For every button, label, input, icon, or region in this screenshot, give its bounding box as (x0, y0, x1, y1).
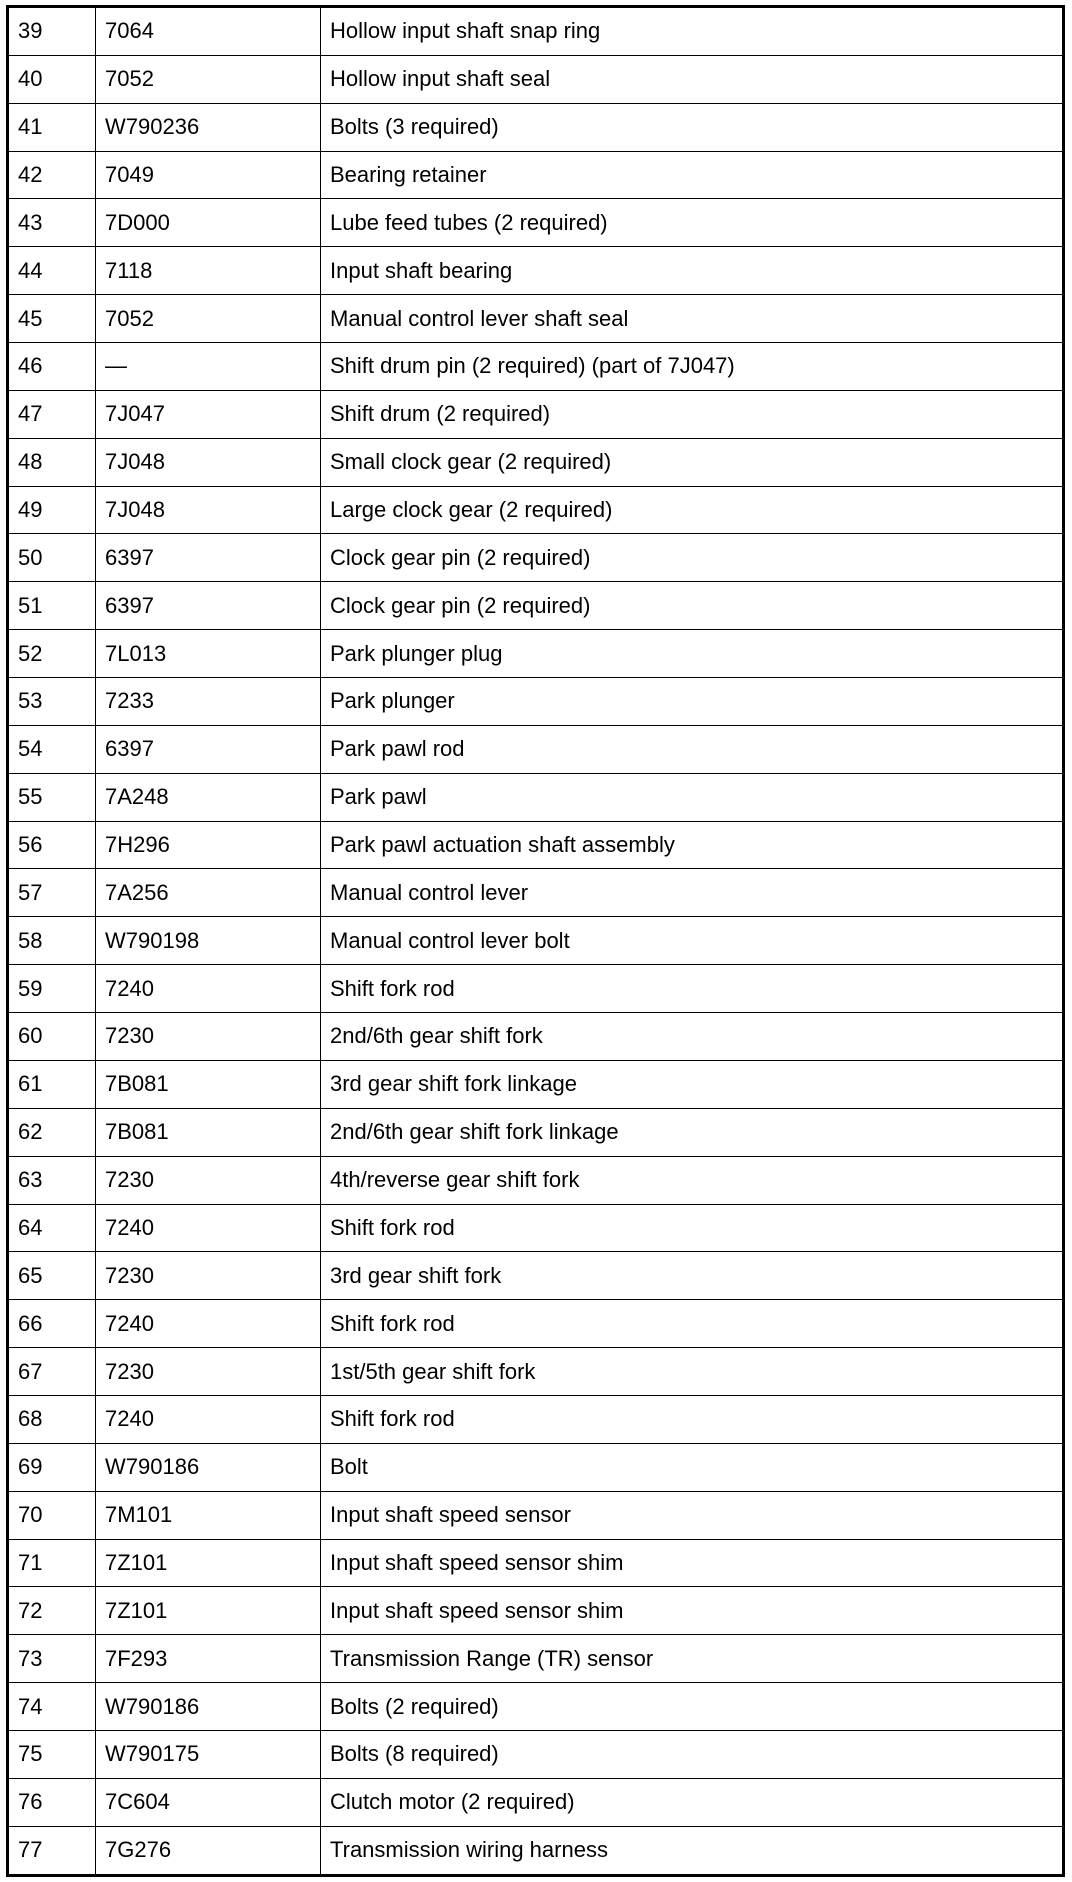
part-number-cell: 7118 (96, 247, 321, 295)
part-number-cell: 7240 (96, 1204, 321, 1252)
part-number-cell: 7052 (96, 55, 321, 103)
part-number-cell: 7F293 (96, 1635, 321, 1683)
item-number-cell: 74 (8, 1683, 96, 1731)
part-number-cell: 6397 (96, 725, 321, 773)
table-row (8, 1252, 1064, 1300)
item-number-cell: 48 (8, 438, 96, 486)
description-cell: Lube feed tubes (2 required) (321, 199, 1064, 247)
description-cell: Shift fork rod (321, 1300, 1064, 1348)
table-row (8, 247, 1064, 295)
part-number-cell: W790236 (96, 103, 321, 151)
description-cell: 2nd/6th gear shift fork linkage (321, 1108, 1064, 1156)
description-cell: Transmission Range (TR) sensor (321, 1635, 1064, 1683)
item-number-cell: 63 (8, 1156, 96, 1204)
description-cell: 1st/5th gear shift fork (321, 1348, 1064, 1396)
description-cell: Hollow input shaft seal (321, 55, 1064, 103)
item-number-cell: 40 (8, 55, 96, 103)
table-row (8, 1587, 1064, 1635)
item-number-cell: 57 (8, 869, 96, 917)
part-number-cell: 7230 (96, 1348, 321, 1396)
table-row (8, 1108, 1064, 1156)
description-cell: Park pawl actuation shaft assembly (321, 821, 1064, 869)
part-number-cell: 7052 (96, 295, 321, 343)
table-row (8, 1395, 1064, 1443)
item-number-cell: 58 (8, 917, 96, 965)
item-number-cell: 66 (8, 1300, 96, 1348)
description-cell: Park pawl (321, 773, 1064, 821)
table-row (8, 199, 1064, 247)
part-number-cell: 7230 (96, 1013, 321, 1061)
item-number-cell: 54 (8, 725, 96, 773)
part-number-cell: 7A256 (96, 869, 321, 917)
item-number-cell: 73 (8, 1635, 96, 1683)
table-row (8, 295, 1064, 343)
description-cell: Large clock gear (2 required) (321, 486, 1064, 534)
description-cell: 2nd/6th gear shift fork (321, 1013, 1064, 1061)
item-number-cell: 43 (8, 199, 96, 247)
parts-table (6, 5, 1065, 1877)
description-cell: Clock gear pin (2 required) (321, 534, 1064, 582)
description-cell: Park plunger (321, 678, 1064, 726)
part-number-cell: 7J048 (96, 438, 321, 486)
description-cell: 4th/reverse gear shift fork (321, 1156, 1064, 1204)
part-number-cell: 7240 (96, 1395, 321, 1443)
part-number-cell: 7240 (96, 965, 321, 1013)
table-row (8, 1156, 1064, 1204)
item-number-cell: 75 (8, 1730, 96, 1778)
description-cell: Park pawl rod (321, 725, 1064, 773)
table-row (8, 1060, 1064, 1108)
part-number-cell: 7M101 (96, 1491, 321, 1539)
item-number-cell: 60 (8, 1013, 96, 1061)
item-number-cell: 72 (8, 1587, 96, 1635)
item-number-cell: 50 (8, 534, 96, 582)
table-row (8, 1348, 1064, 1396)
part-number-cell: W790186 (96, 1683, 321, 1731)
item-number-cell: 68 (8, 1395, 96, 1443)
table-row (8, 1443, 1064, 1491)
table-row (8, 151, 1064, 199)
item-number-cell: 70 (8, 1491, 96, 1539)
table-row (8, 486, 1064, 534)
item-number-cell: 46 (8, 343, 96, 391)
part-number-cell: 7L013 (96, 630, 321, 678)
item-number-cell: 42 (8, 151, 96, 199)
description-cell: Hollow input shaft snap ring (321, 7, 1064, 56)
description-cell: Shift fork rod (321, 965, 1064, 1013)
description-cell: Bolts (8 required) (321, 1730, 1064, 1778)
item-number-cell: 59 (8, 965, 96, 1013)
part-number-cell: 7230 (96, 1156, 321, 1204)
part-number-cell: 7G276 (96, 1826, 321, 1875)
description-cell: Transmission wiring harness (321, 1826, 1064, 1875)
item-number-cell: 67 (8, 1348, 96, 1396)
description-cell: 3rd gear shift fork linkage (321, 1060, 1064, 1108)
part-number-cell: 7D000 (96, 199, 321, 247)
part-number-cell: 7064 (96, 7, 321, 56)
description-cell: Input shaft speed sensor shim (321, 1587, 1064, 1635)
part-number-cell: — (96, 343, 321, 391)
item-number-cell: 61 (8, 1060, 96, 1108)
table-row (8, 1300, 1064, 1348)
part-number-cell: 7C604 (96, 1778, 321, 1826)
table-row (8, 1539, 1064, 1587)
description-cell: Shift fork rod (321, 1204, 1064, 1252)
parts-table-body (8, 7, 1064, 1876)
table-row (8, 1204, 1064, 1252)
item-number-cell: 53 (8, 678, 96, 726)
description-cell: Manual control lever bolt (321, 917, 1064, 965)
item-number-cell: 51 (8, 582, 96, 630)
description-cell: Bolts (2 required) (321, 1683, 1064, 1731)
item-number-cell: 49 (8, 486, 96, 534)
description-cell: Input shaft speed sensor shim (321, 1539, 1064, 1587)
description-cell: Clutch motor (2 required) (321, 1778, 1064, 1826)
description-cell: Manual control lever shaft seal (321, 295, 1064, 343)
part-number-cell: 7240 (96, 1300, 321, 1348)
table-row (8, 678, 1064, 726)
description-cell: Input shaft bearing (321, 247, 1064, 295)
item-number-cell: 77 (8, 1826, 96, 1875)
table-row (8, 725, 1064, 773)
part-number-cell: 7J047 (96, 390, 321, 438)
description-cell: Bearing retainer (321, 151, 1064, 199)
description-cell: Bolt (321, 1443, 1064, 1491)
part-number-cell: 7230 (96, 1252, 321, 1300)
item-number-cell: 69 (8, 1443, 96, 1491)
part-number-cell: 7A248 (96, 773, 321, 821)
table-row (8, 917, 1064, 965)
item-number-cell: 62 (8, 1108, 96, 1156)
table-row (8, 1826, 1064, 1875)
part-number-cell: 7Z101 (96, 1587, 321, 1635)
item-number-cell: 76 (8, 1778, 96, 1826)
item-number-cell: 45 (8, 295, 96, 343)
item-number-cell: 64 (8, 1204, 96, 1252)
item-number-cell: 44 (8, 247, 96, 295)
table-row (8, 821, 1064, 869)
table-row (8, 55, 1064, 103)
item-number-cell: 47 (8, 390, 96, 438)
description-cell: 3rd gear shift fork (321, 1252, 1064, 1300)
item-number-cell: 65 (8, 1252, 96, 1300)
table-row (8, 1013, 1064, 1061)
part-number-cell: 7J048 (96, 486, 321, 534)
part-number-cell: 7049 (96, 151, 321, 199)
part-number-cell: 6397 (96, 582, 321, 630)
part-number-cell: W790175 (96, 1730, 321, 1778)
description-cell: Shift drum (2 required) (321, 390, 1064, 438)
description-cell: Park plunger plug (321, 630, 1064, 678)
part-number-cell: 7B081 (96, 1108, 321, 1156)
description-cell: Input shaft speed sensor (321, 1491, 1064, 1539)
part-number-cell: W790186 (96, 1443, 321, 1491)
table-row (8, 630, 1064, 678)
table-row (8, 534, 1064, 582)
part-number-cell: 7B081 (96, 1060, 321, 1108)
description-cell: Shift fork rod (321, 1395, 1064, 1443)
item-number-cell: 52 (8, 630, 96, 678)
table-row (8, 965, 1064, 1013)
table-row (8, 1683, 1064, 1731)
part-number-cell: 7233 (96, 678, 321, 726)
table-row (8, 1491, 1064, 1539)
table-row (8, 390, 1064, 438)
item-number-cell: 71 (8, 1539, 96, 1587)
table-row (8, 1778, 1064, 1826)
table-row (8, 7, 1064, 56)
item-number-cell: 56 (8, 821, 96, 869)
item-number-cell: 41 (8, 103, 96, 151)
part-number-cell: 7H296 (96, 821, 321, 869)
part-number-cell: 6397 (96, 534, 321, 582)
description-cell: Manual control lever (321, 869, 1064, 917)
part-number-cell: W790198 (96, 917, 321, 965)
description-cell: Small clock gear (2 required) (321, 438, 1064, 486)
table-row (8, 438, 1064, 486)
table-row (8, 582, 1064, 630)
table-row (8, 773, 1064, 821)
description-cell: Bolts (3 required) (321, 103, 1064, 151)
table-row (8, 1730, 1064, 1778)
part-number-cell: 7Z101 (96, 1539, 321, 1587)
table-row (8, 1635, 1064, 1683)
description-cell: Shift drum pin (2 required) (part of 7J047) (321, 343, 1064, 391)
table-row (8, 103, 1064, 151)
item-number-cell: 55 (8, 773, 96, 821)
item-number-cell: 39 (8, 7, 96, 56)
description-cell: Clock gear pin (2 required) (321, 582, 1064, 630)
table-row (8, 869, 1064, 917)
table-row (8, 343, 1064, 391)
